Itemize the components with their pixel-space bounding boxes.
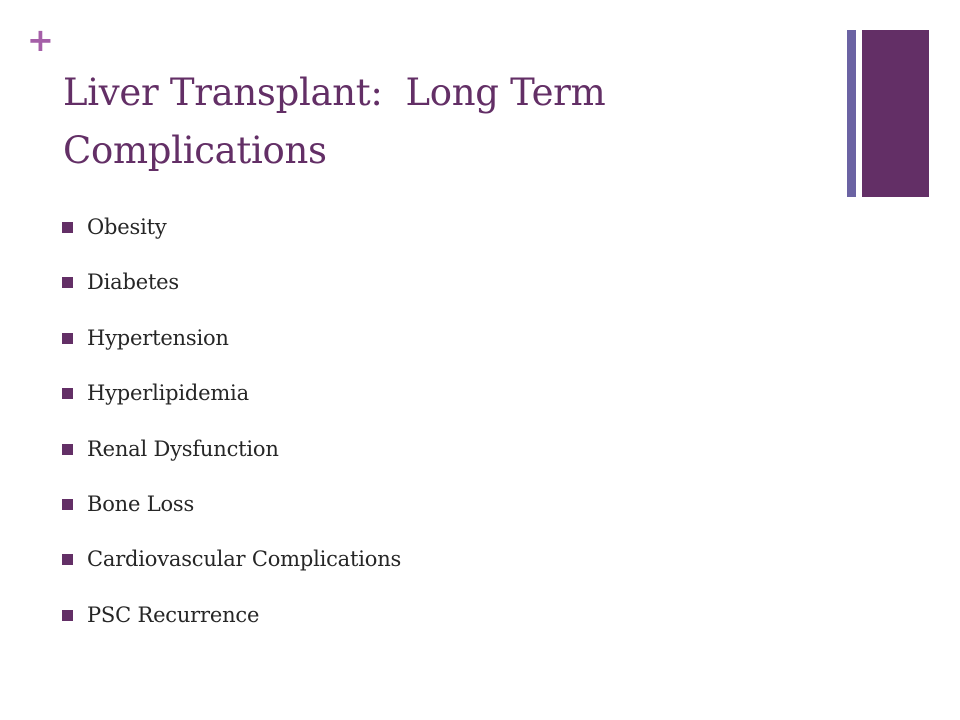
square-bullet-icon xyxy=(62,333,73,344)
bullet-item xyxy=(62,320,401,375)
square-bullet-icon xyxy=(62,277,73,288)
bullet-item xyxy=(62,264,401,319)
bullet-text: Obesity xyxy=(87,215,167,239)
square-bullet-icon xyxy=(62,222,73,233)
bullet-text: Renal Dysfunction xyxy=(87,436,279,461)
bullet-text: Diabetes xyxy=(87,270,179,295)
bullet-item xyxy=(62,541,401,596)
slide-title: Liver Transplant: Long Term Complications xyxy=(63,71,606,172)
bullet-text: PSC Recurrence xyxy=(87,602,260,627)
bullet-text: Cardiovascular Complications xyxy=(87,547,402,572)
accent-bar-thin xyxy=(847,30,856,197)
bullet-text: Bone Loss xyxy=(87,491,195,516)
bullet-item xyxy=(62,597,401,652)
square-bullet-icon xyxy=(62,388,73,399)
square-bullet-icon xyxy=(62,444,73,455)
square-bullet-icon xyxy=(62,554,73,565)
bullet-item xyxy=(62,375,401,430)
bullet-text: Hypertension xyxy=(87,325,229,350)
bullet-item xyxy=(62,209,401,264)
square-bullet-icon xyxy=(62,499,73,510)
bullet-list xyxy=(62,209,401,652)
square-bullet-icon xyxy=(62,610,73,621)
accent-bar-thick xyxy=(862,30,929,197)
bullet-text: Hyperlipidemia xyxy=(87,381,249,406)
bullet-item xyxy=(62,486,401,541)
bullet-item xyxy=(62,431,401,486)
plus-icon: + xyxy=(27,21,54,59)
